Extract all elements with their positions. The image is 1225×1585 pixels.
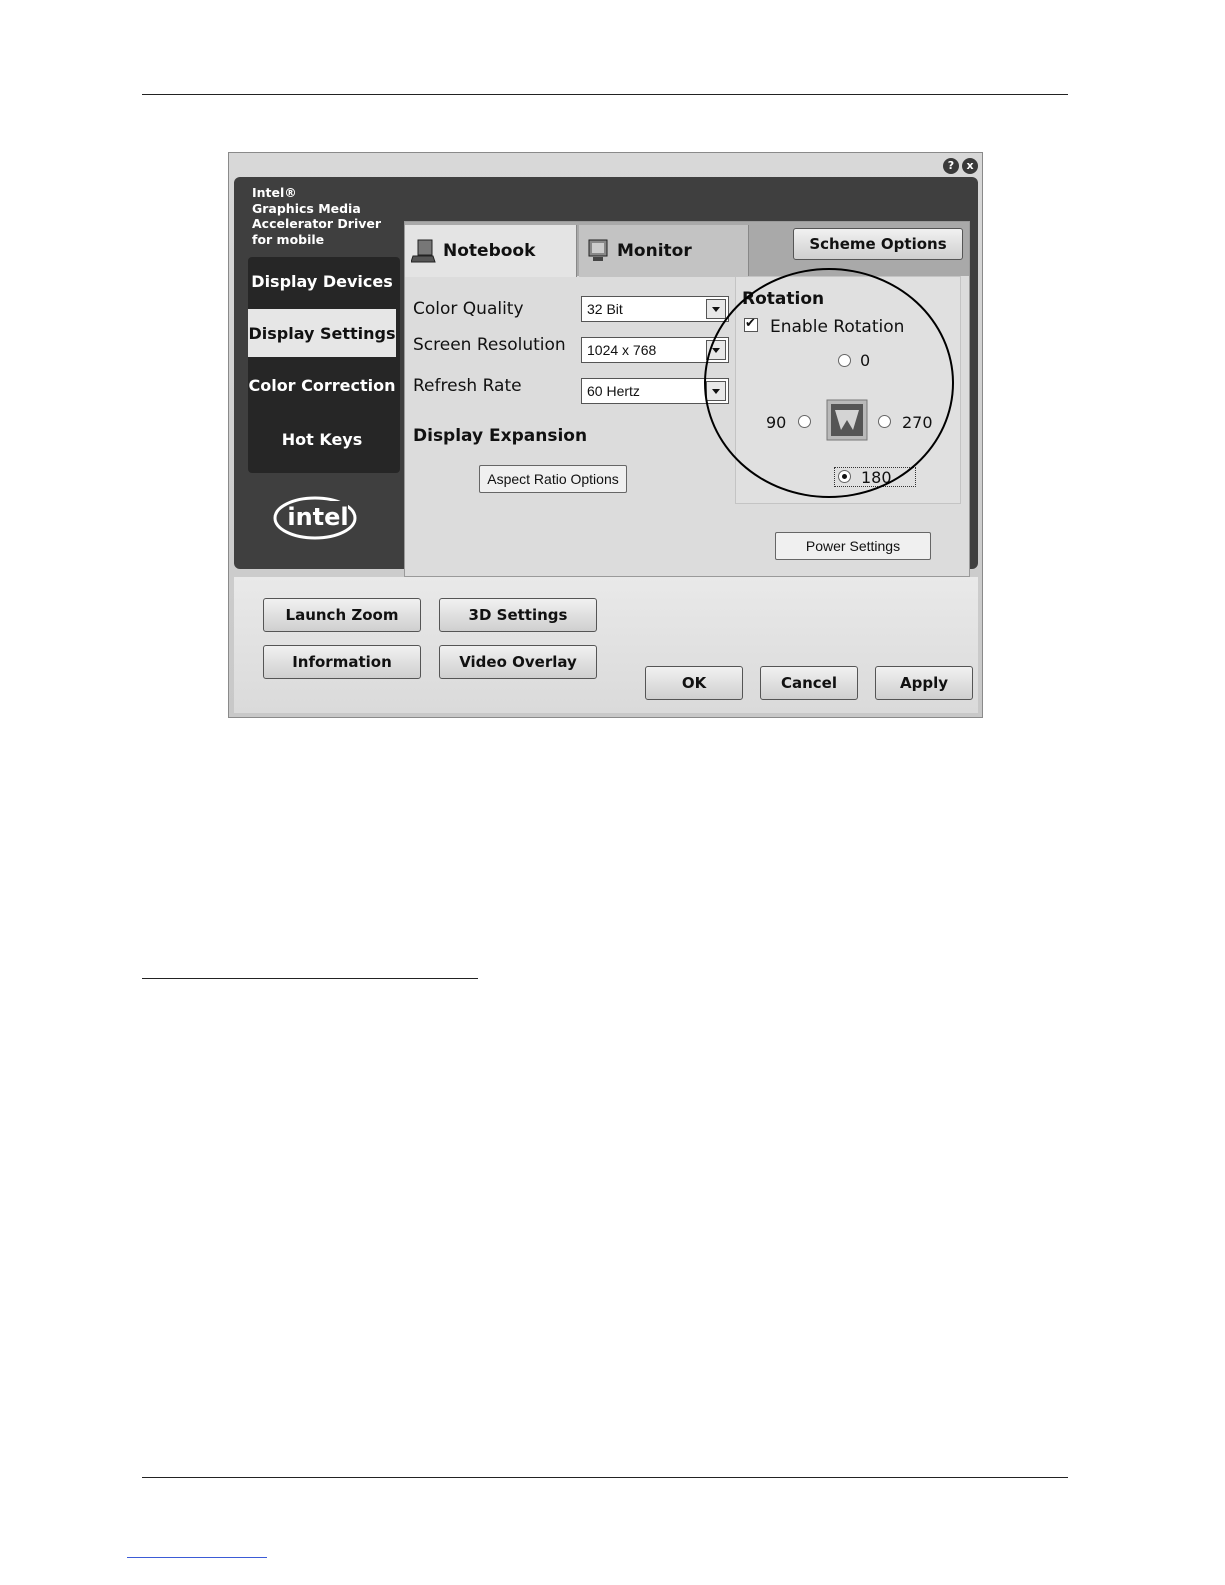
rotation-180-radio[interactable] (838, 470, 851, 483)
rotation-180-focus[interactable] (834, 467, 916, 487)
color-quality-label: Color Quality (413, 299, 524, 319)
header-rule (142, 94, 1068, 95)
chevron-down-icon[interactable] (706, 340, 726, 360)
video-overlay-button[interactable]: Video Overlay (439, 645, 597, 679)
brand-line-4: for mobile (252, 231, 325, 247)
tab-notebook[interactable] (405, 225, 577, 277)
screen-resolution-label: Screen Resolution (413, 335, 566, 355)
information-button[interactable]: Information (263, 645, 421, 679)
tab-monitor[interactable] (579, 225, 749, 277)
intel-gma-dialog (228, 152, 983, 718)
enable-rotation-label: Enable Rotation (770, 317, 905, 337)
color-quality-value: 32 Bit (587, 301, 623, 317)
power-settings-button[interactable]: Power Settings (775, 532, 931, 560)
apply-button[interactable]: Apply (875, 666, 973, 700)
help-icon[interactable]: ? (943, 158, 959, 174)
aspect-ratio-options-button[interactable]: Aspect Ratio Options (479, 465, 627, 493)
footer-link-underline (127, 1557, 267, 1558)
rotation-preview-icon (826, 399, 868, 441)
rotation-heading: Rotation (742, 289, 825, 309)
3d-settings-button[interactable]: 3D Settings (439, 598, 597, 632)
chevron-down-icon[interactable] (706, 299, 726, 319)
brand-line-3: Accelerator Driver (252, 216, 382, 231)
rotation-270-radio[interactable] (878, 415, 891, 428)
rotation-90-radio[interactable] (798, 415, 811, 428)
rotation-180-label: 180 (861, 468, 892, 487)
svg-text:intel: intel (287, 503, 349, 531)
tab-monitor-label: Monitor (617, 241, 692, 261)
notebook-icon (411, 238, 437, 264)
product-brand (252, 185, 402, 247)
rotation-270-label: 270 (902, 413, 933, 432)
footer-area (234, 577, 978, 713)
color-quality-select[interactable] (581, 296, 729, 322)
brand-line-2: Graphics Media (252, 200, 361, 216)
settings-content (404, 221, 970, 577)
refresh-rate-select[interactable] (581, 378, 729, 404)
intel-logo (272, 491, 358, 545)
refresh-rate-value: 60 Hertz (587, 383, 640, 399)
chevron-down-icon[interactable] (706, 381, 726, 401)
scheme-options-button[interactable]: Scheme Options (793, 228, 963, 260)
sidebar-item-display-devices[interactable]: Display Devices (251, 271, 393, 291)
rotation-0-label: 0 (860, 351, 871, 370)
refresh-rate-label: Refresh Rate (413, 376, 522, 396)
enable-rotation-checkbox[interactable] (744, 318, 758, 332)
main-panel (234, 177, 978, 569)
screen-resolution-value: 1024 x 768 (587, 342, 657, 358)
footer-rule (142, 1477, 1068, 1478)
brand-line-1: Intel® (252, 185, 297, 200)
tab-notebook-label: Notebook (443, 241, 536, 261)
cancel-button[interactable]: Cancel (760, 666, 858, 700)
close-icon[interactable]: x (962, 158, 978, 174)
rotation-0-radio[interactable] (838, 354, 851, 367)
ok-button[interactable]: OK (645, 666, 743, 700)
sidebar-item-color-correction[interactable]: Color Correction (248, 375, 396, 395)
screen-resolution-select[interactable] (581, 337, 729, 363)
rotation-90-label: 90 (766, 413, 787, 432)
display-expansion-heading: Display Expansion (413, 426, 588, 446)
tab-bar (405, 222, 969, 276)
sidebar-item-display-settings[interactable]: Display Settings (248, 309, 396, 357)
sidebar-item-hot-keys[interactable]: Hot Keys (281, 429, 363, 449)
monitor-icon (585, 238, 611, 264)
rotation-panel (735, 276, 961, 504)
launch-zoom-button[interactable]: Launch Zoom (263, 598, 421, 632)
footnote-rule (142, 978, 478, 979)
